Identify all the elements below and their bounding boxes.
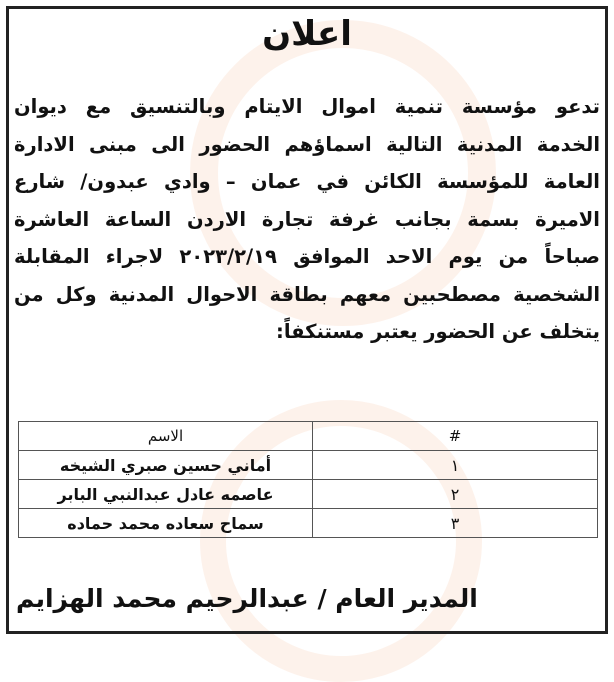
- body-line: صباحاً من يوم الاحد الموافق ٢٠٢٣/٢/١٩ لاجراء المقابلة: [14, 245, 600, 268]
- row-name: عاصمه عادل عبدالنبي البابر: [19, 480, 313, 509]
- table-header-row: [19, 422, 598, 451]
- header-name: الاسم: [19, 422, 313, 451]
- row-number: ٣: [313, 509, 598, 538]
- row-name: سماح سعاده محمد حماده: [19, 509, 313, 538]
- body-line: الخدمة المدنية التالية اسماؤهم الحضور الى مبنى الادارة: [14, 132, 600, 156]
- announcement-body: [14, 88, 600, 351]
- table-row: [19, 480, 598, 509]
- row-name: أماني حسين صبري الشيخه: [19, 451, 313, 480]
- body-line: تدعو مؤسسة تنمية اموال الايتام وبالتنسيق مع ديوان: [14, 95, 600, 118]
- body-line: الشخصية مصطحبين معهم بطاقة الاحوال المدنية وكل من: [14, 282, 600, 306]
- body-line: يتخلف عن الحضور يعتبر مستنكفاً:: [276, 320, 600, 343]
- body-line: الاميرة بسمة بجانب غرفة تجارة الاردن الساعة العاشرة: [14, 207, 600, 231]
- body-line: العامة للمؤسسة الكائن في عمان – وادي عبدون/ شارع: [14, 170, 600, 193]
- row-number: ١: [313, 451, 598, 480]
- table-row: [19, 451, 598, 480]
- candidates-table: [18, 421, 598, 538]
- announcement-title: اعلان: [262, 14, 352, 54]
- row-number: ٢: [313, 480, 598, 509]
- header-number: #: [313, 422, 598, 451]
- signature-line: المدير العام / عبدالرحيم محمد الهزايم: [16, 584, 478, 613]
- table-row: [19, 509, 598, 538]
